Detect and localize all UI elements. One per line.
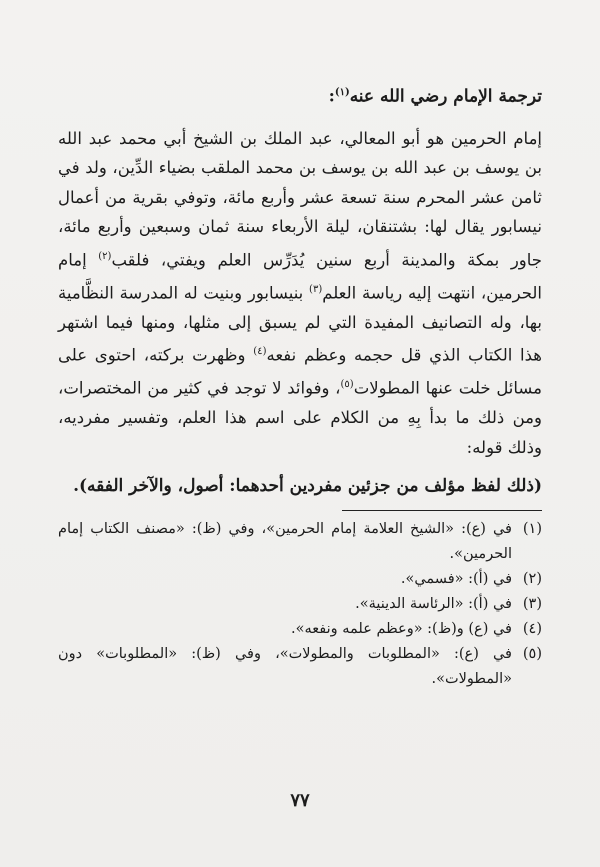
footnote-item <box>58 567 542 592</box>
footnote-number: (٥) <box>522 646 542 663</box>
footnote-text: في (ع) و(ظ): «وعظم علمه ونفعه». <box>291 621 512 638</box>
definition-quote: (ذلك لفظ مؤلف من جزئين مفردين أحدهما: أصول، والآخر الفقه). <box>73 476 542 497</box>
footnote-ref-3: (٣) <box>309 283 323 295</box>
footnote-ref-1: (١) <box>334 87 350 98</box>
footnote-divider <box>342 510 542 511</box>
footnote-number: (٤) <box>522 621 542 638</box>
footnote-number: (١) <box>522 521 542 538</box>
page-number: ٧٧ <box>290 790 310 811</box>
footnote-text: في (ع): «المطلوبات والمطولات»، وفي (ظ): «المطلوبات» دون «المطولات». <box>58 646 512 688</box>
biography-text-2: إمام الحرمين، انتهت إليه رياسة العلم <box>58 250 542 303</box>
footnote-item <box>58 642 542 692</box>
footnote-item <box>58 592 542 617</box>
page-content <box>58 80 542 692</box>
footnote-item <box>58 517 542 567</box>
section-title-colon: : <box>328 86 335 107</box>
footnote-number: (٣) <box>522 596 542 613</box>
footnote-ref-2: (٢) <box>98 250 112 262</box>
biography-paragraph <box>58 124 542 463</box>
footnote-number: (٢) <box>522 571 542 588</box>
biography-text-1: إمام الحرمين هو أبو المعالي، عبد الملك بن الشيخ أبي محمد عبد الله بن يوسف بن عبد الله بن يوسف بن محمد الملقب بضياء الدِّين، ولد في ثامن عشر المحرم سنة تسعة عشر وأربع مائة، وتوفي بقرية من أعمال نيسابور يقال لها: بشتنقان، ليلة الأربعاء سنة ثمان وسبعين وأربع مائة، جاور بمكة والمدينة أربع سنين يُدَرِّس العلم ويفتي، فلقب <box>58 128 542 270</box>
section-title <box>58 80 542 110</box>
biography-text-5: ، وفوائد لا توجد في كثير من المختصرات، ومن ذلك ما بدأ بِهِ من الكلام على اسم هذا العلم، وتفسير مفرديه، وذلك قوله: <box>58 378 542 457</box>
footnote-text: في (ع): «الشيخ العلامة إمام الحرمين»، وفي (ظ): «مصنف الكتاب إمام الحرمين». <box>58 521 512 563</box>
footnote-ref-4: (٤) <box>253 346 267 358</box>
biography-text-3: بنيسابور وبنيت له المدرسة النظَّامية بها، وله التصانيف المفيدة التي لم يسبق إلى مثلها، ومنها فيما اشتهر هذا الكتاب الذي قل حجمه وعظم نفعه <box>58 283 543 365</box>
section-title-text: ترجمة الإمام رضي الله عنه <box>349 86 542 107</box>
biography-text-4: وظهرت بركته، احتوى على مسائل خلت عنها المطولات <box>58 345 542 398</box>
footnote-text: في (أ): «فسمي». <box>400 571 512 588</box>
footnotes <box>58 517 542 692</box>
footnote-ref-5: (٥) <box>340 379 354 391</box>
footnote-item <box>58 617 542 642</box>
footnote-text: في (أ): «الرئاسة الدينية». <box>355 596 512 613</box>
